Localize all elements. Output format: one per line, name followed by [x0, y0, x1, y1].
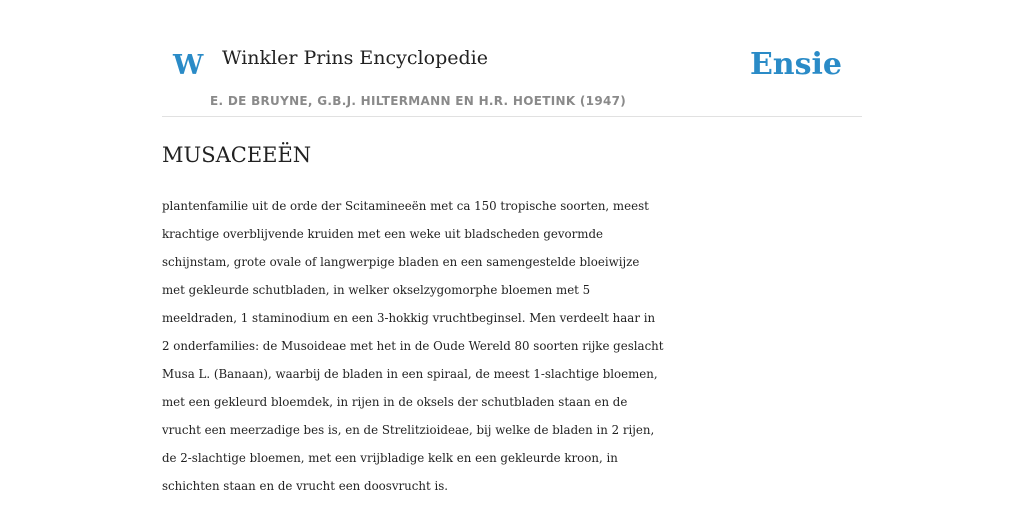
entry-line: plantenfamilie uit de orde der Scitamineeën met ca 150 tropische soorten, meest	[162, 199, 649, 213]
entry-line: met een gekleurd bloemdek, in rijen in de oksels der schutbladen staan en de	[162, 395, 628, 409]
source-header	[162, 0, 862, 117]
entry-line: schichten staan en de vrucht een doosvrucht is.	[162, 479, 449, 493]
article-page	[162, 0, 862, 512]
entry-line: vrucht een meerzadige bes is, en de Strelitzioideae, bij welke de bladen in 2 rijen,	[162, 423, 655, 437]
source-title[interactable]: Winkler Prins Encyclopedie	[222, 47, 488, 69]
entry-body	[162, 192, 874, 500]
source-authors: E. DE BRUYNE, G.B.J. HILTERMANN EN H.R. HOETINK (1947)	[210, 94, 627, 108]
entry-line: Musa L. (Banaan), waarbij de bladen in een spiraal, de meest 1-slachtige bloemen,	[162, 367, 658, 381]
entry-line: 2 onderfamilies: de Musoideae met het in de Oude Wereld 80 soorten rijke geslacht	[162, 339, 664, 353]
entry-line: met gekleurde schutbladen, in welker okselzygomorphe bloemen met 5	[162, 283, 591, 297]
source-logo[interactable]: W	[173, 50, 204, 81]
entry-line: schijnstam, grote ovale of langwerpige bladen en een samengestelde bloeiwijze	[162, 255, 640, 269]
entry-title: MUSACEEËN	[162, 143, 312, 167]
entry-line: meeldraden, 1 staminodium en een 3-hokkig vruchtbeginsel. Men verdeelt haar in	[162, 311, 656, 325]
ensie-logo[interactable]: Ensie	[749, 47, 842, 82]
entry-line: krachtige overblijvende kruiden met een weke uit bladscheden gevormde	[162, 227, 604, 241]
entry-line: de 2-slachtige bloemen, met een vrijbladige kelk en een gekleurde kroon, in	[162, 451, 618, 465]
